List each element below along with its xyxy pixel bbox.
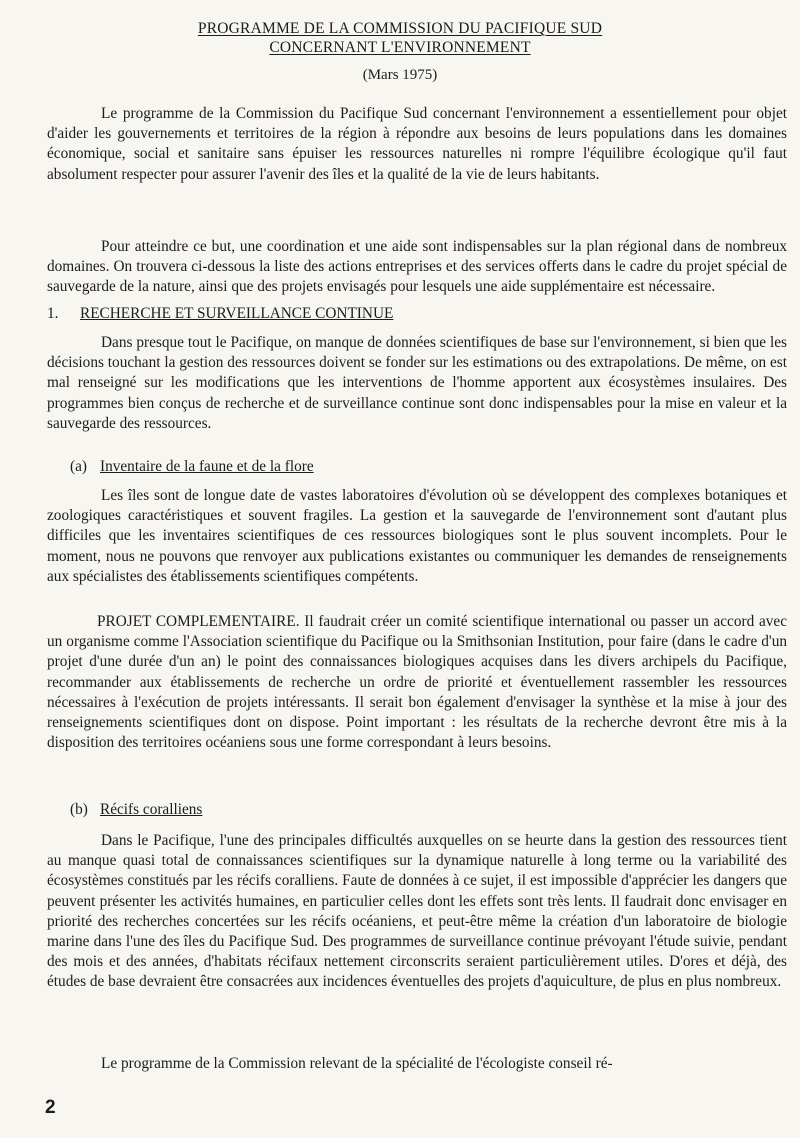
section-1-paragraph: Dans presque tout le Pacifique, on manque de données scientifiques de base sur l'environnement, si bien que les décisions touchant la gestion des ressources doivent se fonder sur les estimations ou des extrapolations. De même, on est mal renseigné sur les modifications que les interventions de l'homme apportent aux écosystèmes insulaires. Des programmes bien conçus de recherche et de surveillance continue sont donc indispensables pour la mise en valeur et la sauvegarde des ressources. xyxy=(47,334,787,432)
document-title-line-2: CONCERNANT L'ENVIRONNEMENT xyxy=(269,39,531,56)
subsection-letter: (a) xyxy=(70,458,87,475)
intro-paragraph-2: Pour atteindre ce but, une coordination et une aide sont indispensables sur la plan régional dans de nombreux domaines. On trouvera ci-dessous la liste des actions entreprises et des services offerts dans le cadre du projet spécial de sauvegarde de la nature, ainsi que des projets envisagés pour lesquels une aide supplémentaire est nécessaire. xyxy=(47,238,787,296)
subsection-a-paragraph-1: Les îles sont de longue date de vastes laboratoires d'évolution où se développent des complexes botaniques et zoologiques caractéristiques et souvent fragiles. La gestion et la sauvegarde de l'environnement sont d'autant plus difficiles que les inventaires scientifiques de ces ressources biologiques sont le plus souvent incomplets. Pour le moment, nous ne pouvons que renvoyer aux publications existantes ou communiquer les demandes de renseignements aux spécialistes des établissements scientifiques compétents. xyxy=(47,487,787,585)
subsection-title: Inventaire de la faune et de la flore xyxy=(100,458,314,475)
subsection-a-heading xyxy=(70,458,314,476)
subsection-b-heading xyxy=(70,801,202,819)
document-title-line-1: PROGRAMME DE LA COMMISSION DU PACIFIQUE SUD xyxy=(197,20,603,37)
subsection-title: Récifs coralliens xyxy=(100,801,203,818)
subsection-b-paragraph-1: Dans le Pacifique, l'une des principales difficultés auxquelles on se heurte dans la gestion des ressources tient au manque quasi total de connaissances scientifiques sur la dynamique naturelle à long terme ou la variabilité des écosystèmes constitués par les récifs coralliens. Faute de données à ce sujet, il est impossible d'apprécier les dangers que peuvent présenter les activités humaines, en particulier celles dont les effets sont très lents. Il faudrait donc envisager en priorité des recherches concertées sur les récifs océaniens, et peut-être même la création d'un laboratoire de biologie marine dans l'une des îles du Pacifique Sud. Des programmes de surveillance continue prévoyant l'étude suivie, pendant des mois et des années, d'habitats récifaux nettement circonscrits seraient particulièrement utiles. D'ores et déjà, des études de base devraient être consacrées aux incidences éventuelles des projets d'aquiculture, de plus en plus nombreux. xyxy=(47,832,787,991)
document-date: (Mars 1975) xyxy=(362,67,438,83)
section-title: RECHERCHE ET SURVEILLANCE CONTINUE xyxy=(80,305,394,322)
subsection-b-paragraph-2: Le programme de la Commission relevant de la spécialité de l'écologiste conseil ré- xyxy=(101,1055,613,1072)
page-number: 2 xyxy=(45,1097,56,1118)
subsection-letter: (b) xyxy=(70,801,88,818)
subsection-a-paragraph-2: PROJET COMPLEMENTAIRE. Il faudrait créer un comité scientifique international ou passer un accord avec un organisme comme l'Association scientifique du Pacifique ou la Smithsonian Institution, pour faire (dans le cadre d'un projet d'une durée d'un an) le point des connaissances biologiques acquises dans les divers archipels du Pacifique, recommander aux établissements de recherche un ordre de priorité et éventuellement rassembler les ressources nécessaires à l'exécution de projets intéressants. Il serait bon également d'envisager la synthèse et la mise à jour des renseignements scientifiques dont on dispose. Point important : les résultats de la recherche devront être mis à la disposition des territoires océaniens sous une forme correspondant à leurs besoins. xyxy=(47,613,787,752)
section-number: 1. xyxy=(47,305,59,322)
intro-paragraph-1: Le programme de la Commission du Pacifique Sud concernant l'environnement a essentiellement pour objet d'aider les gouvernements et territoires de la région à répondre aux besoins de leurs populations dans les domaines économique, social et sanitaire sans épuiser les ressources naturelles ni rompre l'équilibre écologique qu'il faut absolument respecter pour assurer l'avenir des îles et la qualité de la vie de leurs habitants. xyxy=(47,105,787,183)
section-1-heading xyxy=(47,305,393,323)
